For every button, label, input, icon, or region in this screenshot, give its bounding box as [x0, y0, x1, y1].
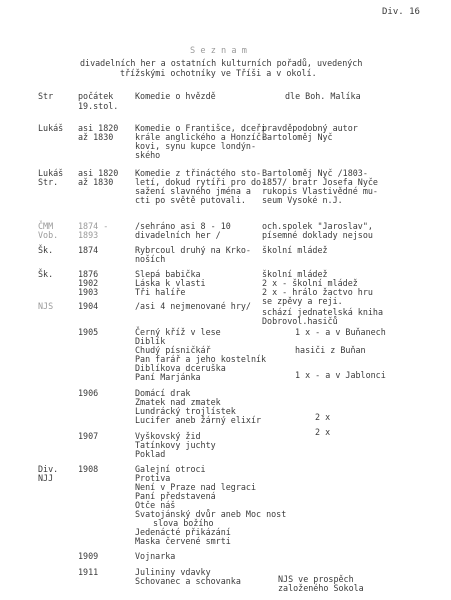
row-source: Div. — [38, 464, 59, 474]
row-play: Diblíkova dceruška — [135, 363, 226, 373]
row-play: Maska červené smrti — [135, 536, 231, 546]
row-source: Šk. — [38, 269, 54, 279]
header-note: dle Boh. Malíka — [285, 91, 361, 101]
row-play: Tři halíře — [135, 287, 186, 297]
row-note: 2 x - hrálo žactvo hru — [262, 287, 373, 297]
row-play: Protiva — [135, 473, 171, 483]
row-play: Rybrcoul druhý na Krko- — [135, 245, 251, 255]
row-note: 1 x - a v Jablonci — [295, 370, 386, 380]
row-play: Slepá babička — [135, 269, 201, 279]
row-year: 1911 — [78, 567, 99, 577]
row-play: Diblík — [135, 336, 166, 346]
row-year: 1906 — [78, 388, 99, 398]
header-year-a: počátek — [78, 91, 114, 101]
row-note: školní mládež — [262, 269, 328, 279]
row-note: hasiči z Buňan — [295, 345, 366, 355]
row-note: NJS ve prospěch — [278, 574, 354, 584]
row-year: až 1830 — [78, 132, 114, 142]
row-source: Šk. — [38, 245, 54, 255]
row-play: Domácí drak — [135, 388, 191, 398]
page-number: Div. 16 — [382, 7, 420, 17]
row-play: sažení slavného jména a — [135, 186, 251, 196]
row-source: Lukáš — [38, 168, 64, 178]
row-source: ČMM — [38, 221, 54, 231]
row-play: Vojnarka — [135, 551, 176, 561]
row-note: 1857/ bratr Josefa Nyče — [262, 177, 378, 187]
row-note: Bartoloměj Nyč /1803- — [262, 168, 368, 178]
subtitle-line-2: třížskými ochotníky ve Tříši a v okolí. — [120, 68, 317, 78]
row-note: seum Vysoké n.J. — [262, 195, 343, 205]
row-play: Tatínkovy juchty — [135, 440, 216, 450]
row-year: 1904 — [78, 301, 99, 311]
row-play: Svatojánský dvůr aneb Moc nost — [135, 509, 287, 519]
row-note: se zpěvy a reji. — [262, 296, 343, 306]
row-note: 1 x - a v Buňanech — [295, 327, 386, 337]
row-year: až 1830 — [78, 177, 114, 187]
row-source: NJJ — [38, 473, 54, 483]
row-source: Lukáš — [38, 123, 64, 133]
row-year: 1907 — [78, 431, 99, 441]
row-play: ského — [135, 150, 161, 160]
row-note: písemné doklady nejsou — [262, 230, 373, 240]
row-year: 1903 — [78, 287, 99, 297]
row-play: Paní představená — [135, 491, 216, 501]
row-play: noších — [135, 254, 166, 264]
row-play: Poklad — [135, 449, 166, 459]
row-play: Lundrácký trojlístek — [135, 406, 236, 416]
row-source: Str. — [38, 177, 59, 187]
row-play: Paní Marjánka — [135, 372, 201, 382]
header-play: Komedie o hvězdě — [135, 91, 216, 101]
row-play: Schovanec a schovanka — [135, 576, 241, 586]
row-play: cti po světě putovali. — [135, 195, 246, 205]
row-source: NJS — [38, 301, 54, 311]
row-play: /sehráno asi 8 - 10 — [135, 221, 231, 231]
row-year: 1893 — [78, 230, 99, 240]
row-play: slova božího — [153, 518, 214, 528]
row-year: asi 1820 — [78, 168, 119, 178]
row-note: pravděpodobný autor — [262, 123, 358, 133]
row-play: Chudý písničkář — [135, 345, 211, 355]
row-play: Láska k vlasti — [135, 278, 206, 288]
header-year-b: 19.stol. — [78, 101, 119, 111]
row-note: Bartoloměj Nyč — [262, 132, 333, 142]
row-play: kovi, synu kupce londýn- — [135, 141, 257, 151]
page-title: S e z n a m — [190, 46, 247, 56]
row-play: divadelních her / — [135, 230, 221, 240]
row-play: Lucifer aneb žárný elixír — [135, 415, 262, 425]
row-year: 1874 - — [78, 221, 109, 231]
row-play: Julininy vdavky — [135, 567, 211, 577]
row-note: schází jednatelská kniha — [262, 307, 384, 317]
row-year: 1908 — [78, 464, 99, 474]
row-year: 1874 — [78, 245, 99, 255]
row-note: 2 x — [315, 427, 331, 437]
row-note: školní mládež — [262, 245, 328, 255]
row-play: Černý kříž v lese — [135, 327, 221, 337]
row-note: och.spolek "Jaroslav", — [262, 221, 373, 231]
row-year: 1909 — [78, 551, 99, 561]
row-source: Vob. — [38, 230, 59, 240]
row-play: letí, dokud rytíři pro do- — [135, 177, 267, 187]
row-note: založeného Sokola — [278, 583, 364, 593]
row-play: Galejní otroci — [135, 464, 206, 474]
row-note: 2 x - školní mládež — [262, 278, 358, 288]
row-play: Není v Praze nad legraci — [135, 482, 257, 492]
row-year: 1876 — [78, 269, 99, 279]
row-note: rukopis Vlastivědné mu- — [262, 186, 378, 196]
row-year: 1902 — [78, 278, 99, 288]
row-play: /asi 4 nejmenované hry/ — [135, 301, 251, 311]
row-play: Otče náš — [135, 500, 176, 510]
row-play: Komedie z třináctého sto- — [135, 168, 262, 178]
row-play: Zmatek nad zmatek — [135, 397, 221, 407]
row-year: asi 1820 — [78, 123, 119, 133]
row-play: Komedie o Františce, dceři — [135, 123, 267, 133]
subtitle-line-1: divadelních her a ostatních kulturních pořadů, uvedených — [80, 58, 363, 68]
row-play: krále anglického a Honzíč- — [135, 132, 267, 142]
row-play: Pan farář a jeho kostelník — [135, 354, 267, 364]
row-note: 2 x — [315, 412, 331, 422]
row-note: Dobrovol.hasičů — [262, 316, 338, 326]
row-year: 1905 — [78, 327, 99, 337]
row-play: Jedenácté přikázání — [135, 527, 231, 537]
header-source: Str — [38, 91, 54, 101]
row-play: Vyškovský žid — [135, 431, 201, 441]
